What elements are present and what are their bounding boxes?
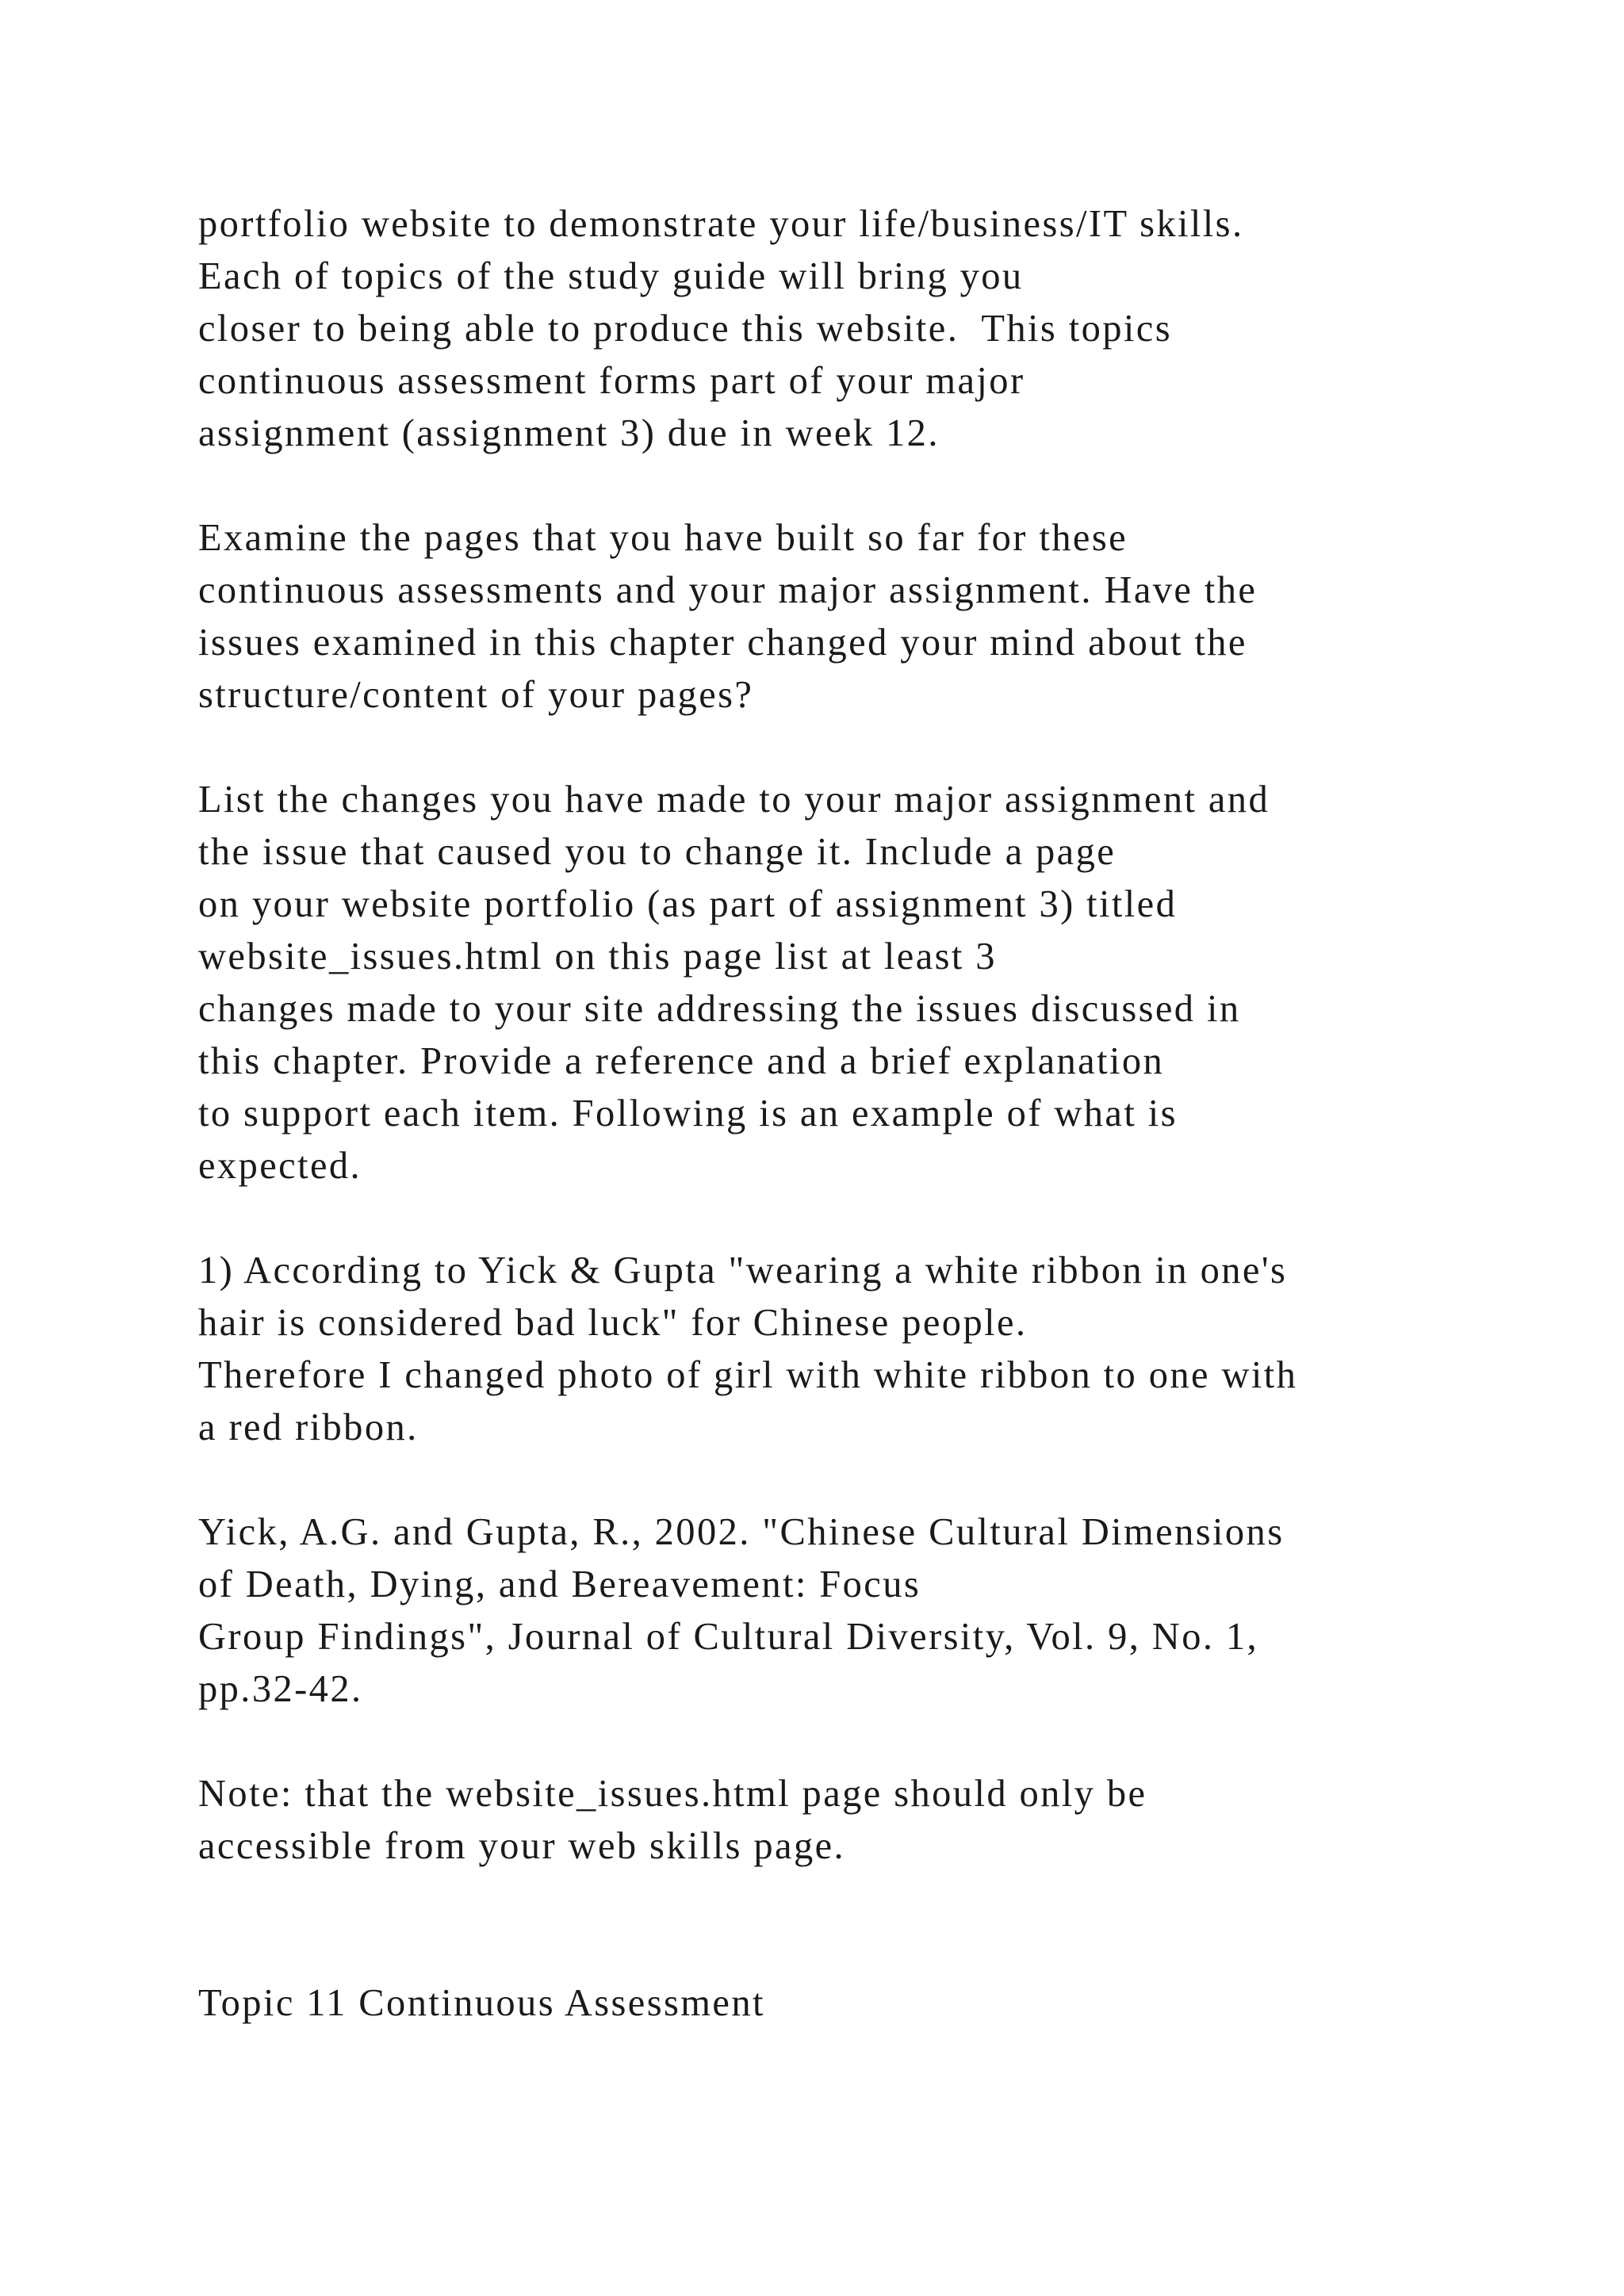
text-line: this chapter. Provide a reference and a brief explanation bbox=[198, 1040, 1165, 1082]
paragraph-list-changes bbox=[198, 774, 1435, 1192]
text-line: of Death, Dying, and Bereavement: Focus bbox=[198, 1563, 921, 1605]
text-line: continuous assessments and your major assignment. Have the bbox=[198, 569, 1258, 611]
text-line: Examine the pages that you have built so far for these bbox=[198, 517, 1128, 559]
text-line: expected. bbox=[198, 1145, 362, 1187]
text-line: changes made to your site addressing the issues discussed in bbox=[198, 988, 1241, 1030]
text-line: the issue that caused you to change it. Include a page bbox=[198, 831, 1116, 873]
paragraph-spacer bbox=[198, 460, 1435, 512]
text-line: pp.32-42. bbox=[198, 1668, 363, 1710]
paragraph-spacer bbox=[198, 721, 1435, 774]
text-line: accessible from your web skills page. bbox=[198, 1825, 846, 1867]
paragraph-spacer bbox=[198, 1192, 1435, 1245]
text-line: 1) According to Yick & Gupta "wearing a white ribbon in one's bbox=[198, 1249, 1288, 1292]
paragraph-spacer bbox=[198, 1716, 1435, 1768]
text-line: issues examined in this chapter changed your mind about the bbox=[198, 622, 1247, 664]
paragraph-spacer bbox=[198, 1454, 1435, 1506]
text-line: structure/content of your pages? bbox=[198, 674, 754, 716]
text-line: continuous assessment forms part of your major bbox=[198, 360, 1025, 402]
text-line: portfolio website to demonstrate your life/business/IT skills. bbox=[198, 203, 1244, 245]
text-line: Each of topics of the study guide will bring you bbox=[198, 255, 1024, 297]
text-line: Group Findings", Journal of Cultural Diversity, Vol. 9, No. 1, bbox=[198, 1616, 1259, 1658]
paragraph-spacer bbox=[198, 1925, 1435, 1977]
paragraph-examine-pages bbox=[198, 512, 1435, 721]
text-line: to support each item. Following is an example of what is bbox=[198, 1093, 1178, 1135]
text-line: List the changes you have made to your major assignment and bbox=[198, 779, 1270, 821]
text-line: a red ribbon. bbox=[198, 1406, 419, 1448]
paragraph-spacer bbox=[198, 1873, 1435, 1925]
text-line: hair is considered bad luck" for Chinese people. bbox=[198, 1302, 1028, 1344]
paragraph-note bbox=[198, 1768, 1435, 1873]
text-line: assignment (assignment 3) due in week 12. bbox=[198, 412, 940, 454]
text-line: on your website portfolio (as part of assignment 3) titled bbox=[198, 883, 1178, 925]
section-heading: Topic 11 Continuous Assessment bbox=[198, 1982, 765, 2024]
text-line: Note: that the website_issues.html page should only be bbox=[198, 1773, 1147, 1815]
text-line: Yick, A.G. and Gupta, R., 2002. "Chinese Cultural Dimensions bbox=[198, 1511, 1285, 1553]
text-line: closer to being able to produce this website. This topics bbox=[198, 308, 1172, 350]
paragraph-reference bbox=[198, 1506, 1435, 1716]
text-line: Therefore I changed photo of girl with white ribbon to one with bbox=[198, 1354, 1298, 1396]
document-page bbox=[198, 198, 1435, 2030]
paragraph-portfolio-intro bbox=[198, 198, 1435, 460]
text-line: website_issues.html on this page list at least 3 bbox=[198, 936, 997, 978]
paragraph-example-item bbox=[198, 1245, 1435, 1454]
